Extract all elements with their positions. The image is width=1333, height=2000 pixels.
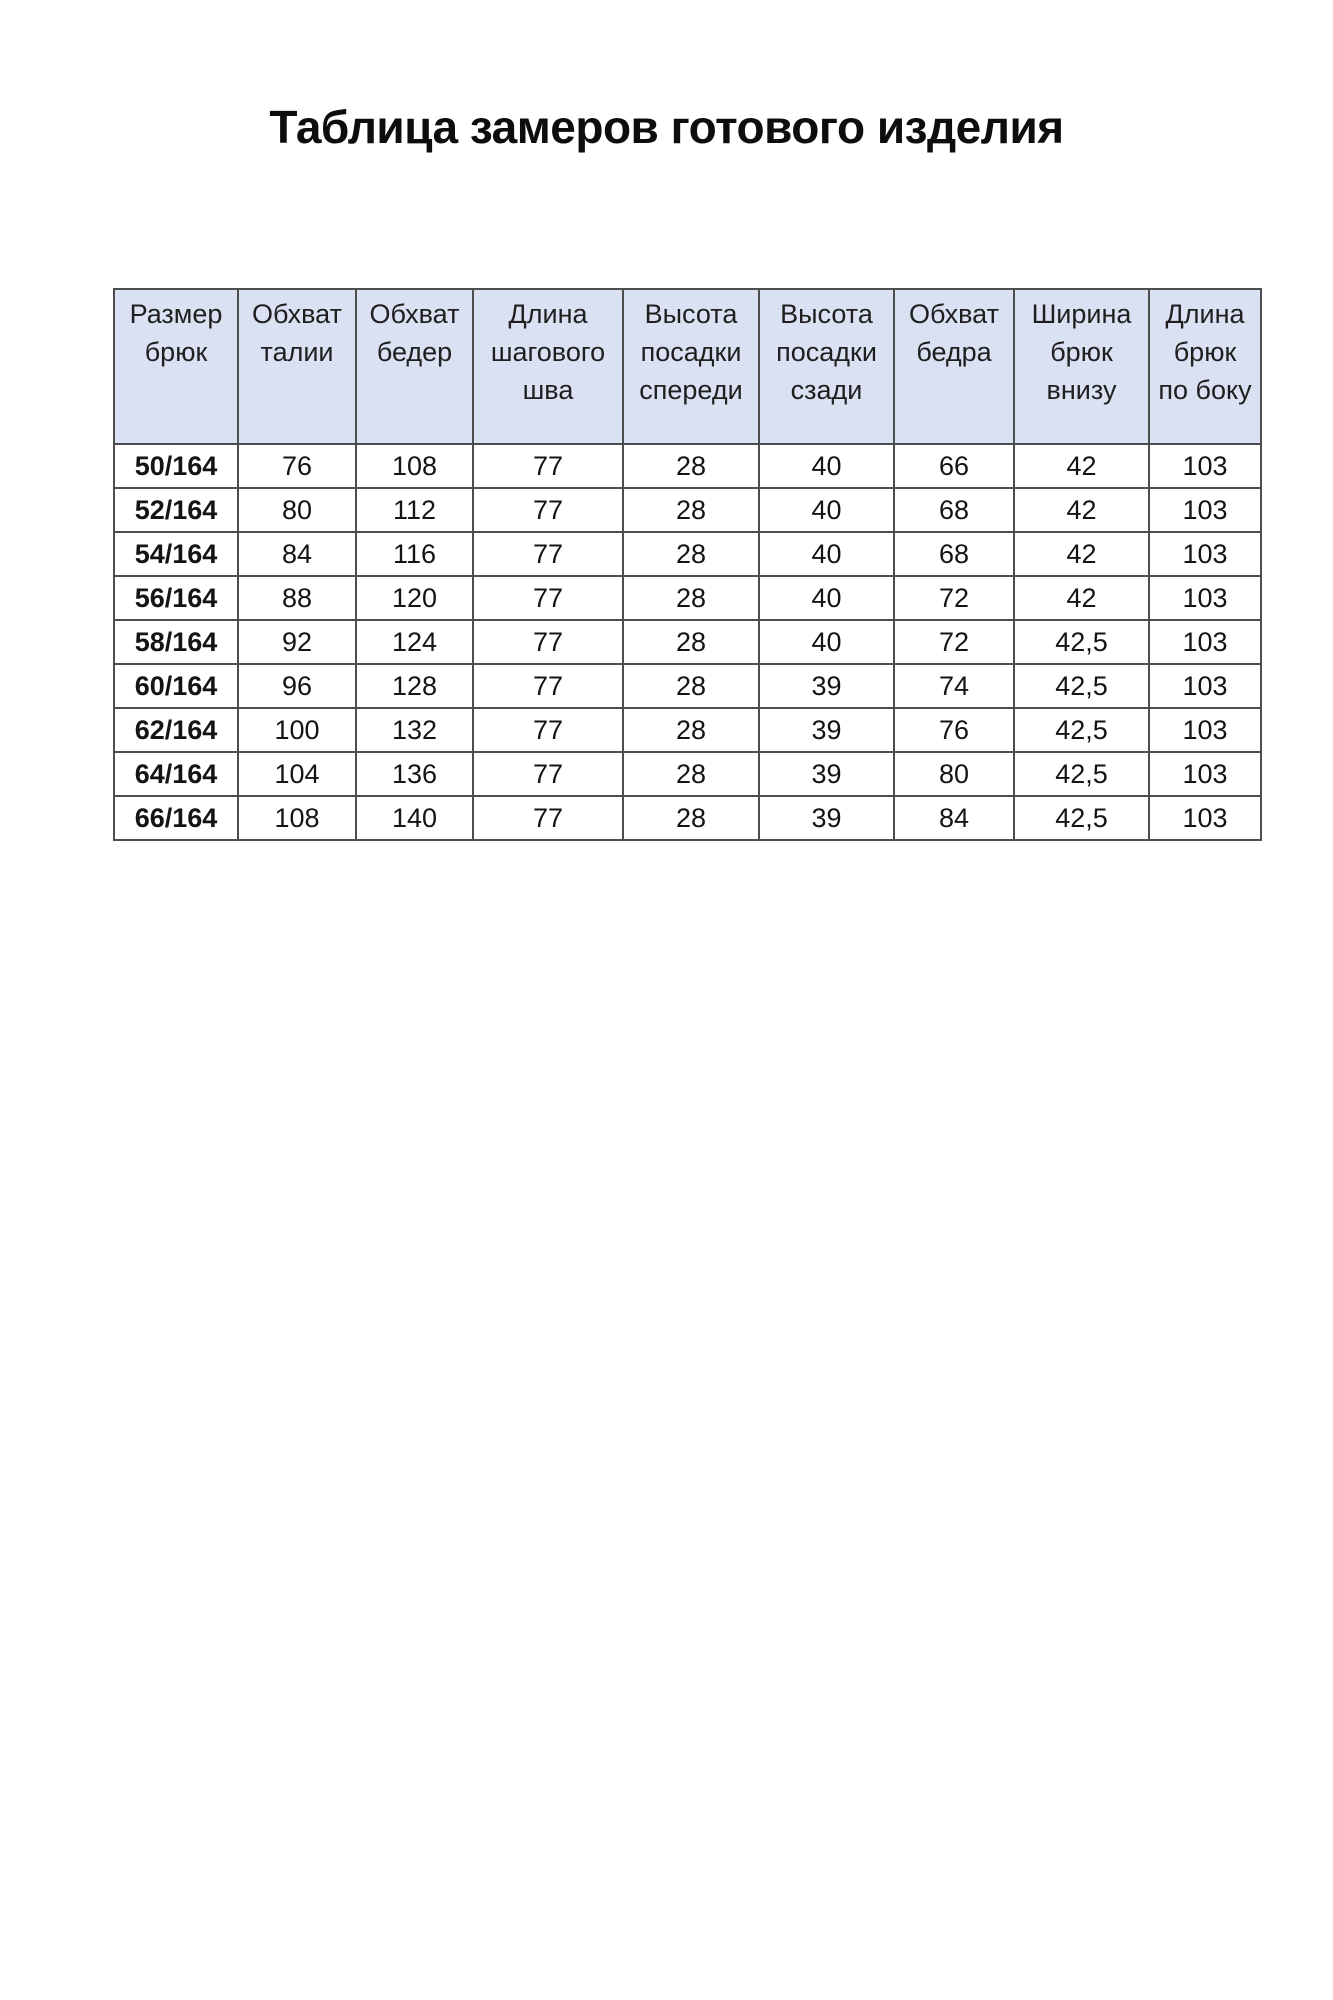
table-row [114, 752, 1261, 796]
table-row [114, 796, 1261, 840]
value-cell: 66 [894, 444, 1014, 488]
size-cell: 54/164 [114, 532, 238, 576]
value-cell: 40 [759, 444, 894, 488]
value-cell: 103 [1149, 752, 1261, 796]
value-cell: 77 [473, 532, 623, 576]
value-cell: 132 [356, 708, 473, 752]
value-cell: 84 [894, 796, 1014, 840]
value-cell: 42,5 [1014, 708, 1149, 752]
value-cell: 92 [238, 620, 356, 664]
column-header-9: Длина брюк по боку [1149, 289, 1261, 444]
table-header [114, 289, 1261, 444]
value-cell: 68 [894, 532, 1014, 576]
value-cell: 76 [894, 708, 1014, 752]
value-cell: 28 [623, 620, 759, 664]
value-cell: 42 [1014, 488, 1149, 532]
value-cell: 40 [759, 488, 894, 532]
value-cell: 140 [356, 796, 473, 840]
value-cell: 103 [1149, 488, 1261, 532]
value-cell: 74 [894, 664, 1014, 708]
size-cell: 64/164 [114, 752, 238, 796]
value-cell: 28 [623, 532, 759, 576]
value-cell: 77 [473, 796, 623, 840]
value-cell: 28 [623, 444, 759, 488]
value-cell: 77 [473, 576, 623, 620]
value-cell: 42,5 [1014, 620, 1149, 664]
size-cell: 56/164 [114, 576, 238, 620]
value-cell: 28 [623, 488, 759, 532]
column-header-8: Ширина брюк внизу [1014, 289, 1149, 444]
value-cell: 28 [623, 664, 759, 708]
size-cell: 62/164 [114, 708, 238, 752]
value-cell: 116 [356, 532, 473, 576]
value-cell: 84 [238, 532, 356, 576]
size-cell: 50/164 [114, 444, 238, 488]
value-cell: 72 [894, 620, 1014, 664]
value-cell: 40 [759, 532, 894, 576]
value-cell: 72 [894, 576, 1014, 620]
value-cell: 80 [238, 488, 356, 532]
value-cell: 120 [356, 576, 473, 620]
column-header-1: Размер брюк [114, 289, 238, 444]
value-cell: 88 [238, 576, 356, 620]
value-cell: 28 [623, 576, 759, 620]
value-cell: 42,5 [1014, 752, 1149, 796]
column-header-4: Длина шагового шва [473, 289, 623, 444]
value-cell: 124 [356, 620, 473, 664]
size-cell: 52/164 [114, 488, 238, 532]
table-row [114, 532, 1261, 576]
value-cell: 103 [1149, 708, 1261, 752]
table-row [114, 664, 1261, 708]
size-cell: 66/164 [114, 796, 238, 840]
table-row [114, 620, 1261, 664]
size-cell: 60/164 [114, 664, 238, 708]
value-cell: 42 [1014, 444, 1149, 488]
value-cell: 103 [1149, 444, 1261, 488]
value-cell: 42 [1014, 576, 1149, 620]
value-cell: 136 [356, 752, 473, 796]
value-cell: 80 [894, 752, 1014, 796]
size-table-container [113, 288, 1262, 841]
value-cell: 77 [473, 708, 623, 752]
value-cell: 108 [238, 796, 356, 840]
value-cell: 77 [473, 488, 623, 532]
value-cell: 28 [623, 752, 759, 796]
value-cell: 77 [473, 752, 623, 796]
value-cell: 39 [759, 752, 894, 796]
value-cell: 39 [759, 708, 894, 752]
value-cell: 100 [238, 708, 356, 752]
value-cell: 103 [1149, 532, 1261, 576]
value-cell: 77 [473, 664, 623, 708]
value-cell: 77 [473, 620, 623, 664]
value-cell: 77 [473, 444, 623, 488]
header-row [114, 289, 1261, 444]
value-cell: 68 [894, 488, 1014, 532]
column-header-5: Высота посадки спереди [623, 289, 759, 444]
table-row [114, 576, 1261, 620]
value-cell: 103 [1149, 796, 1261, 840]
value-cell: 28 [623, 796, 759, 840]
value-cell: 42,5 [1014, 664, 1149, 708]
column-header-3: Обхват бедер [356, 289, 473, 444]
table-row [114, 708, 1261, 752]
value-cell: 103 [1149, 664, 1261, 708]
value-cell: 76 [238, 444, 356, 488]
value-cell: 28 [623, 708, 759, 752]
value-cell: 108 [356, 444, 473, 488]
value-cell: 104 [238, 752, 356, 796]
value-cell: 40 [759, 620, 894, 664]
page-title: Таблица замеров готового изделия [269, 101, 1064, 153]
column-header-2: Обхват талии [238, 289, 356, 444]
table-body [114, 444, 1261, 840]
value-cell: 42,5 [1014, 796, 1149, 840]
value-cell: 103 [1149, 620, 1261, 664]
value-cell: 39 [759, 664, 894, 708]
value-cell: 103 [1149, 576, 1261, 620]
table-row [114, 444, 1261, 488]
value-cell: 128 [356, 664, 473, 708]
column-header-6: Высота посадки сзади [759, 289, 894, 444]
value-cell: 96 [238, 664, 356, 708]
value-cell: 39 [759, 796, 894, 840]
size-cell: 58/164 [114, 620, 238, 664]
value-cell: 42 [1014, 532, 1149, 576]
size-table [113, 288, 1262, 841]
value-cell: 40 [759, 576, 894, 620]
value-cell: 112 [356, 488, 473, 532]
column-header-7: Обхват бедра [894, 289, 1014, 444]
table-row [114, 488, 1261, 532]
